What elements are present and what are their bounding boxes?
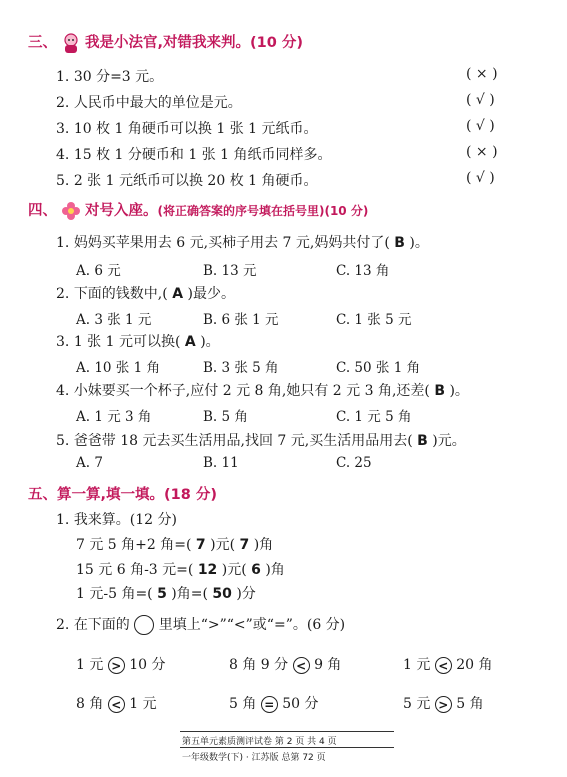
footer-divider (180, 747, 394, 748)
answer: 6 (251, 562, 261, 578)
question-tail: )。 (409, 235, 429, 251)
option-c: C. 25 (336, 455, 372, 471)
compare-item (76, 654, 166, 674)
judge-mascot-icon (60, 32, 82, 54)
section-3-title: 我是小法官,对错我来判。(10 分) (85, 35, 303, 51)
compare-item (403, 654, 493, 674)
answer: A (184, 334, 196, 350)
section-3-header (28, 31, 303, 54)
expr: )角=( (171, 586, 208, 602)
calc-line-1 (76, 534, 273, 554)
right-value: 5 角 (456, 696, 484, 712)
question-tail: )最少。 (187, 286, 235, 302)
compare-sign: < (293, 657, 310, 674)
answer: 12 (197, 562, 218, 578)
item-text: 人民币中最大的单位是元。 (73, 95, 242, 111)
empty-circle-icon (134, 615, 154, 635)
item-number: 4. (56, 147, 70, 163)
expr: )角 (253, 537, 274, 553)
answer: B (417, 433, 428, 449)
question-tail: )。 (449, 383, 469, 399)
compare-sign: = (261, 696, 278, 713)
choice-question-3 (56, 331, 220, 351)
expr: 7 元 5 角+2 角=( (76, 537, 192, 553)
section-5-header (28, 483, 217, 504)
compare-item (403, 693, 484, 713)
option-b: B. 6 张 1 元 (203, 312, 279, 328)
expr: 1 元-5 角=( (76, 586, 153, 602)
compare-item (229, 654, 341, 674)
item-number: 1. (56, 235, 70, 251)
answer: 7 (195, 537, 206, 553)
compare-sign: < (435, 657, 452, 674)
question-text: 我来算。(12 分) (73, 512, 178, 528)
compare-item (229, 693, 319, 713)
section-3-number: 三、 (28, 35, 57, 51)
compare-item (76, 693, 157, 713)
option-c: C. 13 角 (336, 263, 390, 279)
expr: 15 元 6 角-3 元=( (76, 562, 194, 578)
judge-mark-1: ( × ) (466, 66, 498, 82)
left-value: 1 元 (76, 657, 104, 673)
option-c: C. 1 元 5 角 (336, 409, 412, 425)
option-b: B. 5 角 (203, 409, 248, 425)
answer: 50 (212, 586, 232, 602)
item-text: 30 分=3 元。 (73, 69, 164, 85)
section-5-title: 算一算,填一填。(18 分) (57, 487, 217, 503)
expr: )角 (265, 562, 285, 578)
compare-sign: > (108, 657, 125, 674)
right-value: 1 元 (129, 696, 157, 712)
section-4-number: 四、 (28, 203, 57, 219)
compare-sign: < (108, 696, 125, 713)
option-a: A. 10 张 1 角 (76, 360, 160, 376)
calc-line-3 (76, 583, 256, 603)
judge-mark-2: ( √ ) (466, 92, 495, 108)
section-4-title: 对号入座。 (85, 203, 158, 219)
right-value: 20 角 (456, 657, 493, 673)
compare-sign: > (435, 696, 452, 713)
item-number: 3. (56, 121, 70, 137)
section-4-header (28, 199, 368, 222)
option-a: A. 3 张 1 元 (76, 312, 152, 328)
answer: 7 (239, 537, 250, 553)
right-value: 10 分 (129, 657, 166, 673)
option-c: C. 50 张 1 角 (336, 360, 421, 376)
question-text: 在下面的 (73, 617, 130, 633)
item-number: 2. (56, 95, 70, 111)
left-value: 8 角 9 分 (229, 657, 289, 673)
option-b: B. 3 张 5 角 (203, 360, 279, 376)
compare-question-title (56, 614, 345, 635)
left-value: 8 角 (76, 696, 104, 712)
item-number: 5. (56, 173, 70, 189)
question-tail: )。 (200, 334, 220, 350)
item-number: 2. (56, 286, 70, 302)
calc-line-2 (76, 559, 285, 579)
item-text: 15 枚 1 分硬币和 1 张 1 角纸币同样多。 (73, 147, 332, 163)
footer-line-2: 一年级数学(下) · 江苏版 总第 72 页 (182, 753, 326, 763)
judge-item-2 (56, 92, 242, 112)
question-text: 下面的钱数中,( (73, 286, 168, 302)
judge-item-5 (56, 170, 318, 190)
question-text: 妈妈买苹果用去 6 元,买柿子用去 7 元,妈妈共付了( (73, 235, 390, 251)
item-number: 5. (56, 433, 70, 449)
judge-item-1 (56, 66, 163, 86)
expr: )元( (210, 537, 236, 553)
judge-mark-4: ( × ) (466, 144, 498, 160)
choice-question-2 (56, 283, 235, 303)
calc-question-title (56, 509, 177, 529)
judge-mark-5: ( √ ) (466, 170, 495, 186)
question-text: 小妹要买一个杯子,应付 2 元 8 角,她只有 2 元 3 角,还差( (73, 383, 430, 399)
item-text: 2 张 1 元纸币可以换 20 枚 1 角硬币。 (73, 173, 318, 189)
question-tail: 里填上“>”“<”或“=”。(6 分) (158, 617, 346, 633)
left-value: 5 元 (403, 696, 431, 712)
answer: 5 (157, 586, 167, 602)
answer: A (172, 286, 184, 302)
section-5-number: 五、 (28, 487, 57, 503)
judge-mark-3: ( √ ) (466, 118, 495, 134)
question-text: 爸爸带 18 元去买生活用品,找回 7 元,买生活用品用去( (73, 433, 413, 449)
left-value: 5 角 (229, 696, 257, 712)
left-value: 1 元 (403, 657, 431, 673)
choice-question-5 (56, 430, 466, 450)
footer-divider (180, 731, 394, 732)
expr: )分 (236, 586, 256, 602)
choice-question-1 (56, 232, 429, 252)
right-value: 50 分 (282, 696, 319, 712)
judge-item-3 (56, 118, 318, 138)
choice-question-4 (56, 380, 469, 400)
item-text: 10 枚 1 角硬币可以换 1 张 1 元纸币。 (73, 121, 318, 137)
item-number: 2. (56, 617, 70, 633)
option-b: B. 11 (203, 455, 239, 471)
item-number: 1. (56, 512, 70, 528)
option-b: B. 13 元 (203, 263, 257, 279)
option-c: C. 1 张 5 元 (336, 312, 412, 328)
item-number: 3. (56, 334, 70, 350)
right-value: 9 角 (314, 657, 342, 673)
question-text: 1 张 1 元可以换( (73, 334, 181, 350)
question-tail: )元。 (432, 433, 466, 449)
answer: B (394, 235, 405, 251)
flower-mascot-icon (60, 200, 82, 222)
option-a: A. 7 (76, 455, 103, 471)
option-a: A. 6 元 (76, 263, 121, 279)
footer-line-1: 第五单元素质测评试卷 第 2 页 共 4 页 (182, 737, 337, 747)
section-4-subtitle: (将正确答案的序号填在括号里)(10 分) (157, 204, 369, 218)
item-number: 4. (56, 383, 70, 399)
judge-item-4 (56, 144, 332, 164)
item-number: 1. (56, 69, 70, 85)
option-a: A. 1 元 3 角 (76, 409, 152, 425)
answer: B (434, 383, 445, 399)
expr: )元( (221, 562, 247, 578)
